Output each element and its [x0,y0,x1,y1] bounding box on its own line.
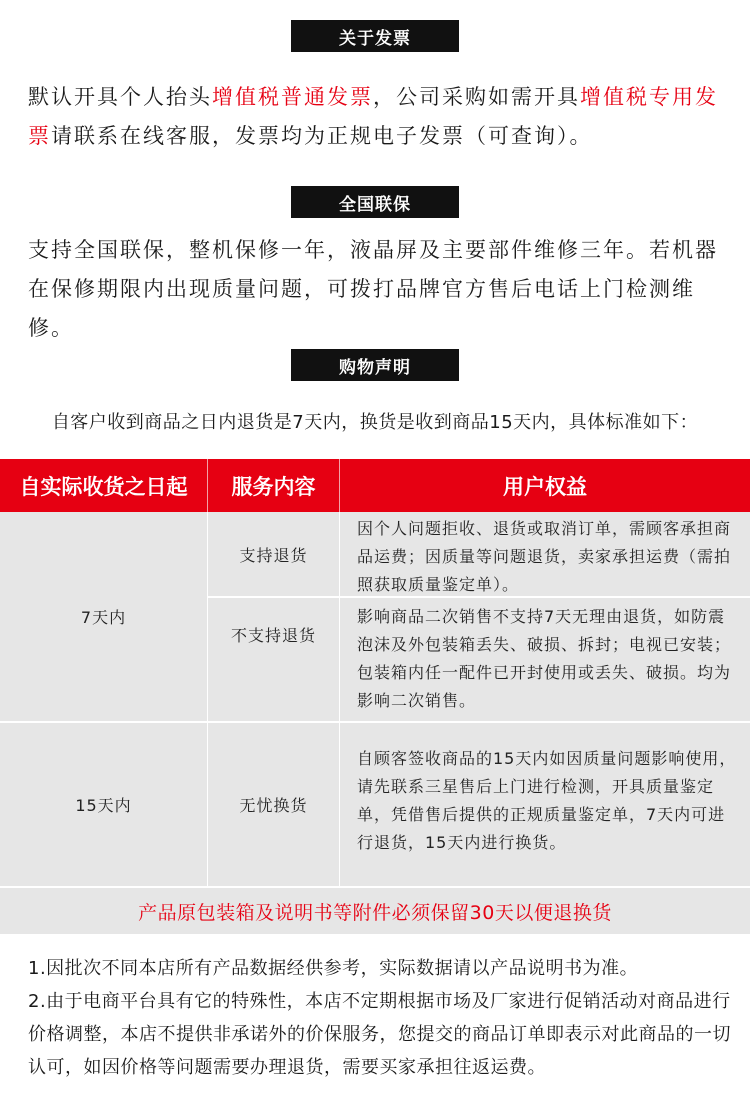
header-divider [339,459,340,512]
invoice-paragraph [28,78,740,156]
section-title-invoice: 关于发票 [291,20,459,52]
retention-warning: 产品原包装箱及说明书等附件必须保留30天以便退换货 [0,888,750,934]
rights-no-return: 影响商品二次销售不支持7天无理由退货，如防震泡沫及外包装箱丢失、破损、拆封；电视已安装；包装箱内任一配件已开封使用或丢失、破损。均为影响二次销售。 [357,607,732,710]
invoice-text-c: 请联系在线客服，发票均为正规电子发票（可查询）。 [51,124,593,148]
table-header-rights: 用户权益 [340,459,750,512]
section-title-warranty: 全国联保 [291,186,459,218]
table-header-service: 服务内容 [208,459,339,512]
shopping-intro: 自客户收到商品之日内退货是7天内，换货是收到商品15天内，具体标准如下： [51,412,699,433]
service-exchange: 无忧换货 [239,796,308,815]
table-header-period: 自实际收货之日起 [0,459,207,512]
rights-exchange: 自顾客签收商品的15天内如因质量问题影响使用，请先联系三星售后上门进行检测，开具质量鉴定单，凭借售后提供的正规质量鉴定单，7天内可进行退货，15天内进行换货。 [357,749,737,852]
service-return: 支持退货 [239,545,308,565]
note-item: 1.因批次不同本店所有产品数据经供参考，实际数据请以产品说明书为准。 [28,958,639,979]
invoice-highlight-special: 增值税专用发票 [28,85,718,148]
warranty-paragraph: 支持全国联保，整机保修一年，液晶屏及主要部件维修三年。若机器在保修期限内出现质量问题，可拨打品牌官方售后电话上门检测维修。 [28,238,718,340]
invoice-highlight-normal: 增值税普通发票 [212,85,373,109]
rights-return: 因个人问题拒收、退货或取消订单，需顾客承担商品运费；因质量等问题退货，卖家承担运费（需拍照获取质量鉴定单）。 [357,519,732,594]
column-divider [339,512,340,886]
note-item: 2.由于电商平台具有它的特殊性，本店不定期根据市场及厂家进行促销活动对商品进行价格调整，本店不提供非承诺外的价保服务，您提交的商品订单即表示对此商品的一切认可，如因价格等问题需要办理退货，需要买家承担往返运费。 [28,991,731,1078]
period-7-days: 7天内 [80,608,127,627]
invoice-text-b: ，公司采购如需开具 [373,85,580,109]
section-title-shopping: 购物声明 [291,349,459,381]
invoice-text-a: 默认开具个人抬头 [28,85,212,109]
header-divider [207,459,208,512]
period-15-days: 15天内 [75,796,132,815]
service-no-return: 不支持退货 [230,626,316,645]
